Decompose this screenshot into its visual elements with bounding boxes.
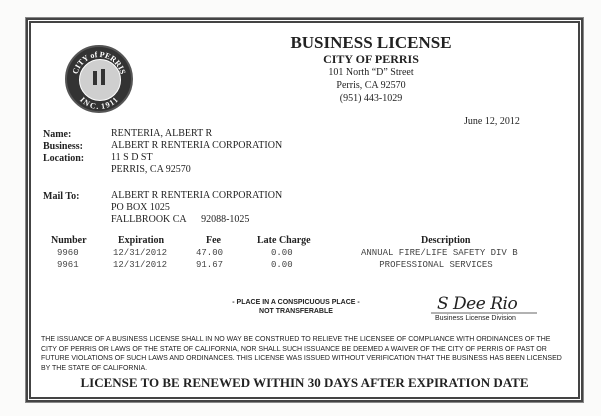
location-label: Location: xyxy=(43,153,85,164)
col-description: Description xyxy=(421,235,471,246)
document-title: BUSINESS LICENSE xyxy=(290,33,452,52)
legal-notice: THE ISSUANCE OF A BUSINESS LICENSE SHALL IN NO WAY BE CONSTRUED TO RELIEVE THE LICENSEE OF COMPLIANCE WITH ORDINANCES OF THE CITY OF PERRIS OR LAWS OF THE STATE OF CALIFORNIA, NOR SHALL SUCH ISSUANCE BE DEEMED A WAIVER OF THE CITY OF PERRIS OF PAST OR FUTURE VIOLATIONS OF SUCH LAWS AND ORDINANCES. THIS LICENSE WAS ISSUED WITHOUT VERIFICATION THAT THE BUSINESS HAS BEEN LICENSED BY THE STATE OF CALIFORNIA. xyxy=(41,336,562,372)
signature-division: Business License Division xyxy=(435,315,516,322)
row-number: 9961 xyxy=(57,260,79,270)
city-seal-logo xyxy=(65,45,133,113)
mailto-label: Mail To: xyxy=(43,191,80,202)
business-value: ALBERT R RENTERIA CORPORATION xyxy=(111,140,283,151)
row-fee: 91.67 xyxy=(196,260,224,270)
signature-signer: S Dee Rio xyxy=(437,294,518,314)
mailto-line1: ALBERT R RENTERIA CORPORATION xyxy=(111,190,283,201)
location-line2: PERRIS, CA 92570 xyxy=(111,164,191,175)
renewal-notice: LICENSE TO BE RENEWED WITHIN 30 DAYS AFTER EXPIRATION DATE xyxy=(80,375,529,390)
row-description: PROFESSIONAL SERVICES xyxy=(379,260,493,270)
address-line2: Perris, CA 92570 xyxy=(336,80,406,91)
row-expiration: 12/31/2012 xyxy=(113,248,168,258)
col-fee: Fee xyxy=(206,235,221,246)
location-line1: 11 S D ST xyxy=(111,152,153,163)
row-fee: 47.00 xyxy=(196,248,224,258)
signature-image xyxy=(429,285,539,317)
row-late-charge: 0.00 xyxy=(271,248,293,258)
placement-line1: - PLACE IN A CONSPICUOUS PLACE - xyxy=(232,299,360,306)
city-name: CITY OF PERRIS xyxy=(323,52,419,66)
license-frame xyxy=(26,18,583,402)
placement-line2: NOT TRANSFERABLE xyxy=(259,308,333,315)
mailto-line2: PO BOX 1025 xyxy=(111,202,170,213)
row-description: ANNUAL FIRE/LIFE SAFETY DIV B xyxy=(361,248,518,258)
address-line1: 101 North “D” Street xyxy=(328,67,414,78)
col-expiration: Expiration xyxy=(118,235,165,246)
phone: (951) 443-1029 xyxy=(339,93,403,104)
name-value: RENTERIA, ALBERT R xyxy=(111,128,213,139)
business-label: Business: xyxy=(43,141,84,152)
col-number: Number xyxy=(51,235,87,246)
row-number: 9960 xyxy=(57,248,79,258)
row-late-charge: 0.00 xyxy=(271,260,293,270)
mailto-line3: FALLBROOK CA 92088-1025 xyxy=(111,214,250,225)
issue-date: June 12, 2012 xyxy=(464,116,520,127)
svg-text:CITY of PERRIS: CITY of PERRIS xyxy=(70,49,128,76)
row-expiration: 12/31/2012 xyxy=(113,260,168,270)
svg-text:INC. 1911: INC. 1911 xyxy=(78,95,120,111)
name-label: Name: xyxy=(43,129,72,140)
col-late-charge: Late Charge xyxy=(257,235,311,246)
